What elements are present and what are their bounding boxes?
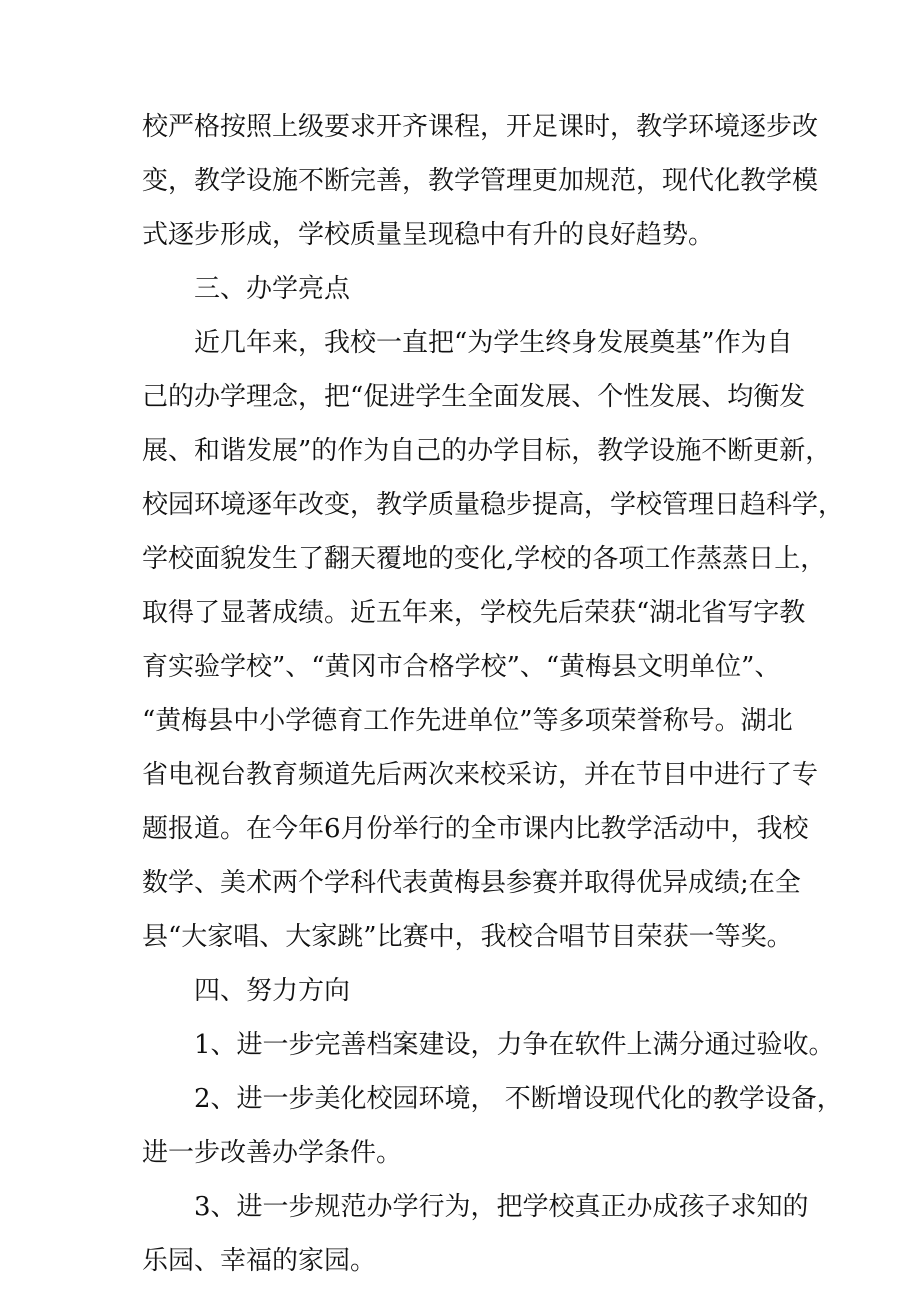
list-item-continuation: 乐园、幸福的家园。: [142, 1246, 377, 1276]
section-heading: 三、办学亮点: [194, 274, 351, 304]
paragraph-line: 题报道。在今年6月份举行的全市课内比教学活动中，我校: [142, 814, 809, 844]
list-item-continuation: 进一步改善办学条件。: [142, 1138, 403, 1168]
list-item: 2、进一步美化校园环境， 不断增设现代化的教学设备，: [194, 1084, 843, 1114]
paragraph-line: 变，教学设施不断完善，教学管理更加规范，现代化教学模: [142, 166, 819, 196]
section-heading: 四、努力方向: [194, 976, 351, 1006]
paragraph-line: 取得了显著成绩。近五年来，学校先后荣获“湖北省写字教: [142, 598, 806, 628]
paragraph-line: “黄梅县中小学德育工作先进单位”等多项荣誉称号。湖北: [142, 706, 793, 736]
list-item: 1、进一步完善档案建设，力争在软件上满分通过验收。: [194, 1030, 835, 1060]
list-item: 3、进一步规范办学行为，把学校真正办成孩子求知的: [194, 1192, 809, 1222]
paragraph-line: 省电视台教育频道先后两次来校采访，并在节目中进行了专: [142, 760, 819, 790]
paragraph-line: 县“大家唱、大家跳”比赛中，我校合唱节目荣获一等奖。: [142, 922, 793, 952]
paragraph-line: 校严格按照上级要求开齐课程，开足课时，教学环境逐步改: [142, 112, 819, 142]
paragraph-line: 育实验学校”、“黄冈市合格学校”、“黄梅县文明单位”、: [142, 652, 781, 682]
paragraph-line: 校园环境逐年改变，教学质量稳步提高，学校管理日趋科学，: [142, 490, 845, 520]
paragraph-line: 近几年来，我校一直把“为学生终身发展奠基”作为自: [194, 328, 793, 358]
paragraph-line: 己的办学理念，把“促进学生全面发展、个性发展、均衡发: [142, 382, 806, 412]
paragraph-line: 式逐步形成，学校质量呈现稳中有升的良好趋势。: [142, 220, 715, 250]
paragraph-line: 展、和谐发展”的作为自己的办学目标，教学设施不断更新，: [142, 436, 832, 466]
paragraph-line: 数学、美术两个学科代表黄梅县参赛并取得优异成绩;在全: [142, 868, 801, 898]
paragraph-line: 学校面貌发生了翻天覆地的变化,学校的各项工作蒸蒸日上，: [142, 544, 827, 574]
